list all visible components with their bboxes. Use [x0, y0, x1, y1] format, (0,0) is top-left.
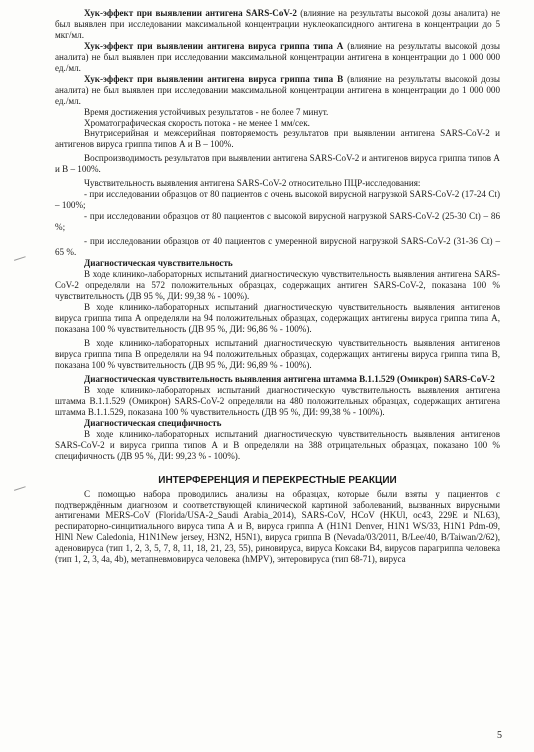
- paragraph-specificity: В ходе клинико-лабораторных испытаний диагностическую чувствительность выявления антигенов SARS-CoV-2 и вируса гриппа типов А и В определяли на 388 отрицательных образцах, показано 100 % специфичность (ДВ 95 %, ДИ: 99,23 % - 100%).: [55, 428, 500, 461]
- paragraph-hook-flu-a: [55, 41, 500, 74]
- paragraph-title: Хук-эффект при выявлении антигена вируса гриппа типа А: [84, 40, 344, 51]
- section-heading: Диагностическая чувствительность: [84, 258, 233, 269]
- paragraph-body: (влияние на результаты высокой дозы аналита) не был выявлен при исследовании максимальной концентрации антигена в концентрации до 1 000 000 ед./мл.: [55, 40, 500, 73]
- paragraph-sensitivity-pcr: Чувствительность выявления антигена SARS-CoV-2 относительно ПЦР-исследования:: [84, 178, 421, 189]
- paragraph-flow: Хроматографическая скорость потока - не менее 1 мм/сек.: [84, 117, 310, 128]
- paragraph-title: Хук-эффект при выявлении антигена SARS-CoV-2: [84, 8, 297, 18]
- section-title: ИНТЕРФЕРЕНЦИЯ И ПЕРЕКРЕСТНЫЕ РЕАКЦИИ: [158, 474, 397, 486]
- paragraph-interference: С помощью набора проводились анализы на образцах, которые были взяты у пациентов с подтверждённым диагнозом и соответствующей клинической картиной заболеваний, вызванных вирусными антигенами MERS-CoV (Florida/USA-2_Saudi Arabia_2014), SARS-CoV, HCoV (HKUl, oc43, 229E и NL63), респираторно-синцитиального вируса типа А и В, вируса гриппа А (H1N1 Denver, H1N1 WS/33, H1N1 Pdm-09, HlNl New Caledonia, H1N1New jersey, H3N2, H5N1), вируса гриппа В (Nevada/03/2011, B/Lee/40, B/Taiwan/2/62), аденовируса (тип 1, 2, 3, 5, 7, 8, 11, 18, 21, 23, 55), риновируса, вируса Коксаки В4, вирусов парагриппа человека (тип 1, 2, 3, 4a, 4b), метапневмовируса человека (hMPV), энтеровируса (тип 68-71), вируса: [55, 488, 500, 565]
- list-item: - при исследовании образцов от 80 пациентов с высокой вирусной нагрузкой SARS-CoV-2 (25-30 Ct) – 86 %;: [55, 211, 500, 233]
- paragraph-sens-omicron: В ходе клинико-лабораторных испытаний диагностическую чувствительность выявления антигена штамма В.1.1.529 (Омикрон) SARS-CoV-2 определяли на 480 положительных образцах, содержащих антигена штамма В.1.1.529, показана 100 % чувствительность (ДВ 95 %, ДИ: 99,38 % - 100%).: [55, 384, 500, 417]
- paragraph-hook-sars: [55, 8, 500, 41]
- paragraph-repeatability: Внутрисерийная и межсерийная повторяемость результатов при выявлении антигена SARS-CoV-2 и антигенов вируса гриппа типов А и В – 100%.: [55, 128, 500, 150]
- paragraph-title: Хук-эффект при выявлении антигена вируса гриппа типа В: [84, 73, 344, 84]
- paragraph-sens-sars: В ходе клинико-лабораторных испытаний диагностическую чувствительность выявления антигена SARS-CoV-2 определяли на 572 положительных образцах, содержащих антиген SARS-CoV-2, показана 100 % чувствительность (ДВ 95 %, ДИ: 99,38 % - 100%).: [55, 269, 500, 302]
- list-item: - при исследовании образцов от 40 пациентов с умеренной вирусной нагрузкой SARS-CoV-2 (31-36 Ct) – 65 %.: [55, 236, 500, 258]
- section-heading: Диагностическая чувствительность выявления антигена штамма В.1.1.529 (Омикрон) SARS-CoV-2: [84, 373, 495, 384]
- page-number: 5: [497, 730, 502, 741]
- paragraph-hook-flu-b: [55, 74, 500, 107]
- paragraph-time: Время достижения устойчивых результатов - не более 7 минут.: [84, 106, 329, 117]
- list-item: - при исследовании образцов от 80 пациентов с очень высокой вирусной нагрузкой SARS-CoV-2 (17-24 Ct) – 100%;: [55, 189, 500, 211]
- paragraph-body: (влияние на результаты высокой дозы аналита) не был выявлен при исследовании максимальной концентрации антигена в концентрации до 1 000 000 ед./мл.: [55, 73, 500, 106]
- margin-mark: [14, 256, 26, 262]
- margin-mark: [14, 486, 26, 492]
- paragraph-reproducibility: Воспроизводимость результатов при выявлении антигена SARS-CoV-2 и антигенов вируса гриппа типов А и В – 100%.: [55, 153, 500, 175]
- paragraph-sens-flu-a: В ходе клинико-лабораторных испытаний диагностическую чувствительность выявления антигенов вируса гриппа типа А определяли на 94 положительных образцах, содержащих антигены вируса гриппа типа А, показана 100 % чувствительность (ДВ 95 %, ДИ: 96,86 % - 100%).: [55, 302, 500, 334]
- paragraph-body: (влияние на результаты высокой дозы аналита) не был выявлен при исследовании максимальной концентрации нуклеокапсидного антигена в концентрации до 5 мкг/мл.: [55, 8, 500, 40]
- section-heading: Диагностическая специфичность: [84, 417, 222, 428]
- paragraph-sens-flu-b: В ходе клинико-лабораторных испытаний диагностическую чувствительность выявления антигенов вируса гриппа типа В определяли на 94 положительных образцах, содержащих антигены вируса гриппа типа В, показана 100 % чувствительность (ДВ 95 %, ДИ: 96,89 % - 100%).: [55, 338, 500, 370]
- document-page: [55, 8, 500, 565]
